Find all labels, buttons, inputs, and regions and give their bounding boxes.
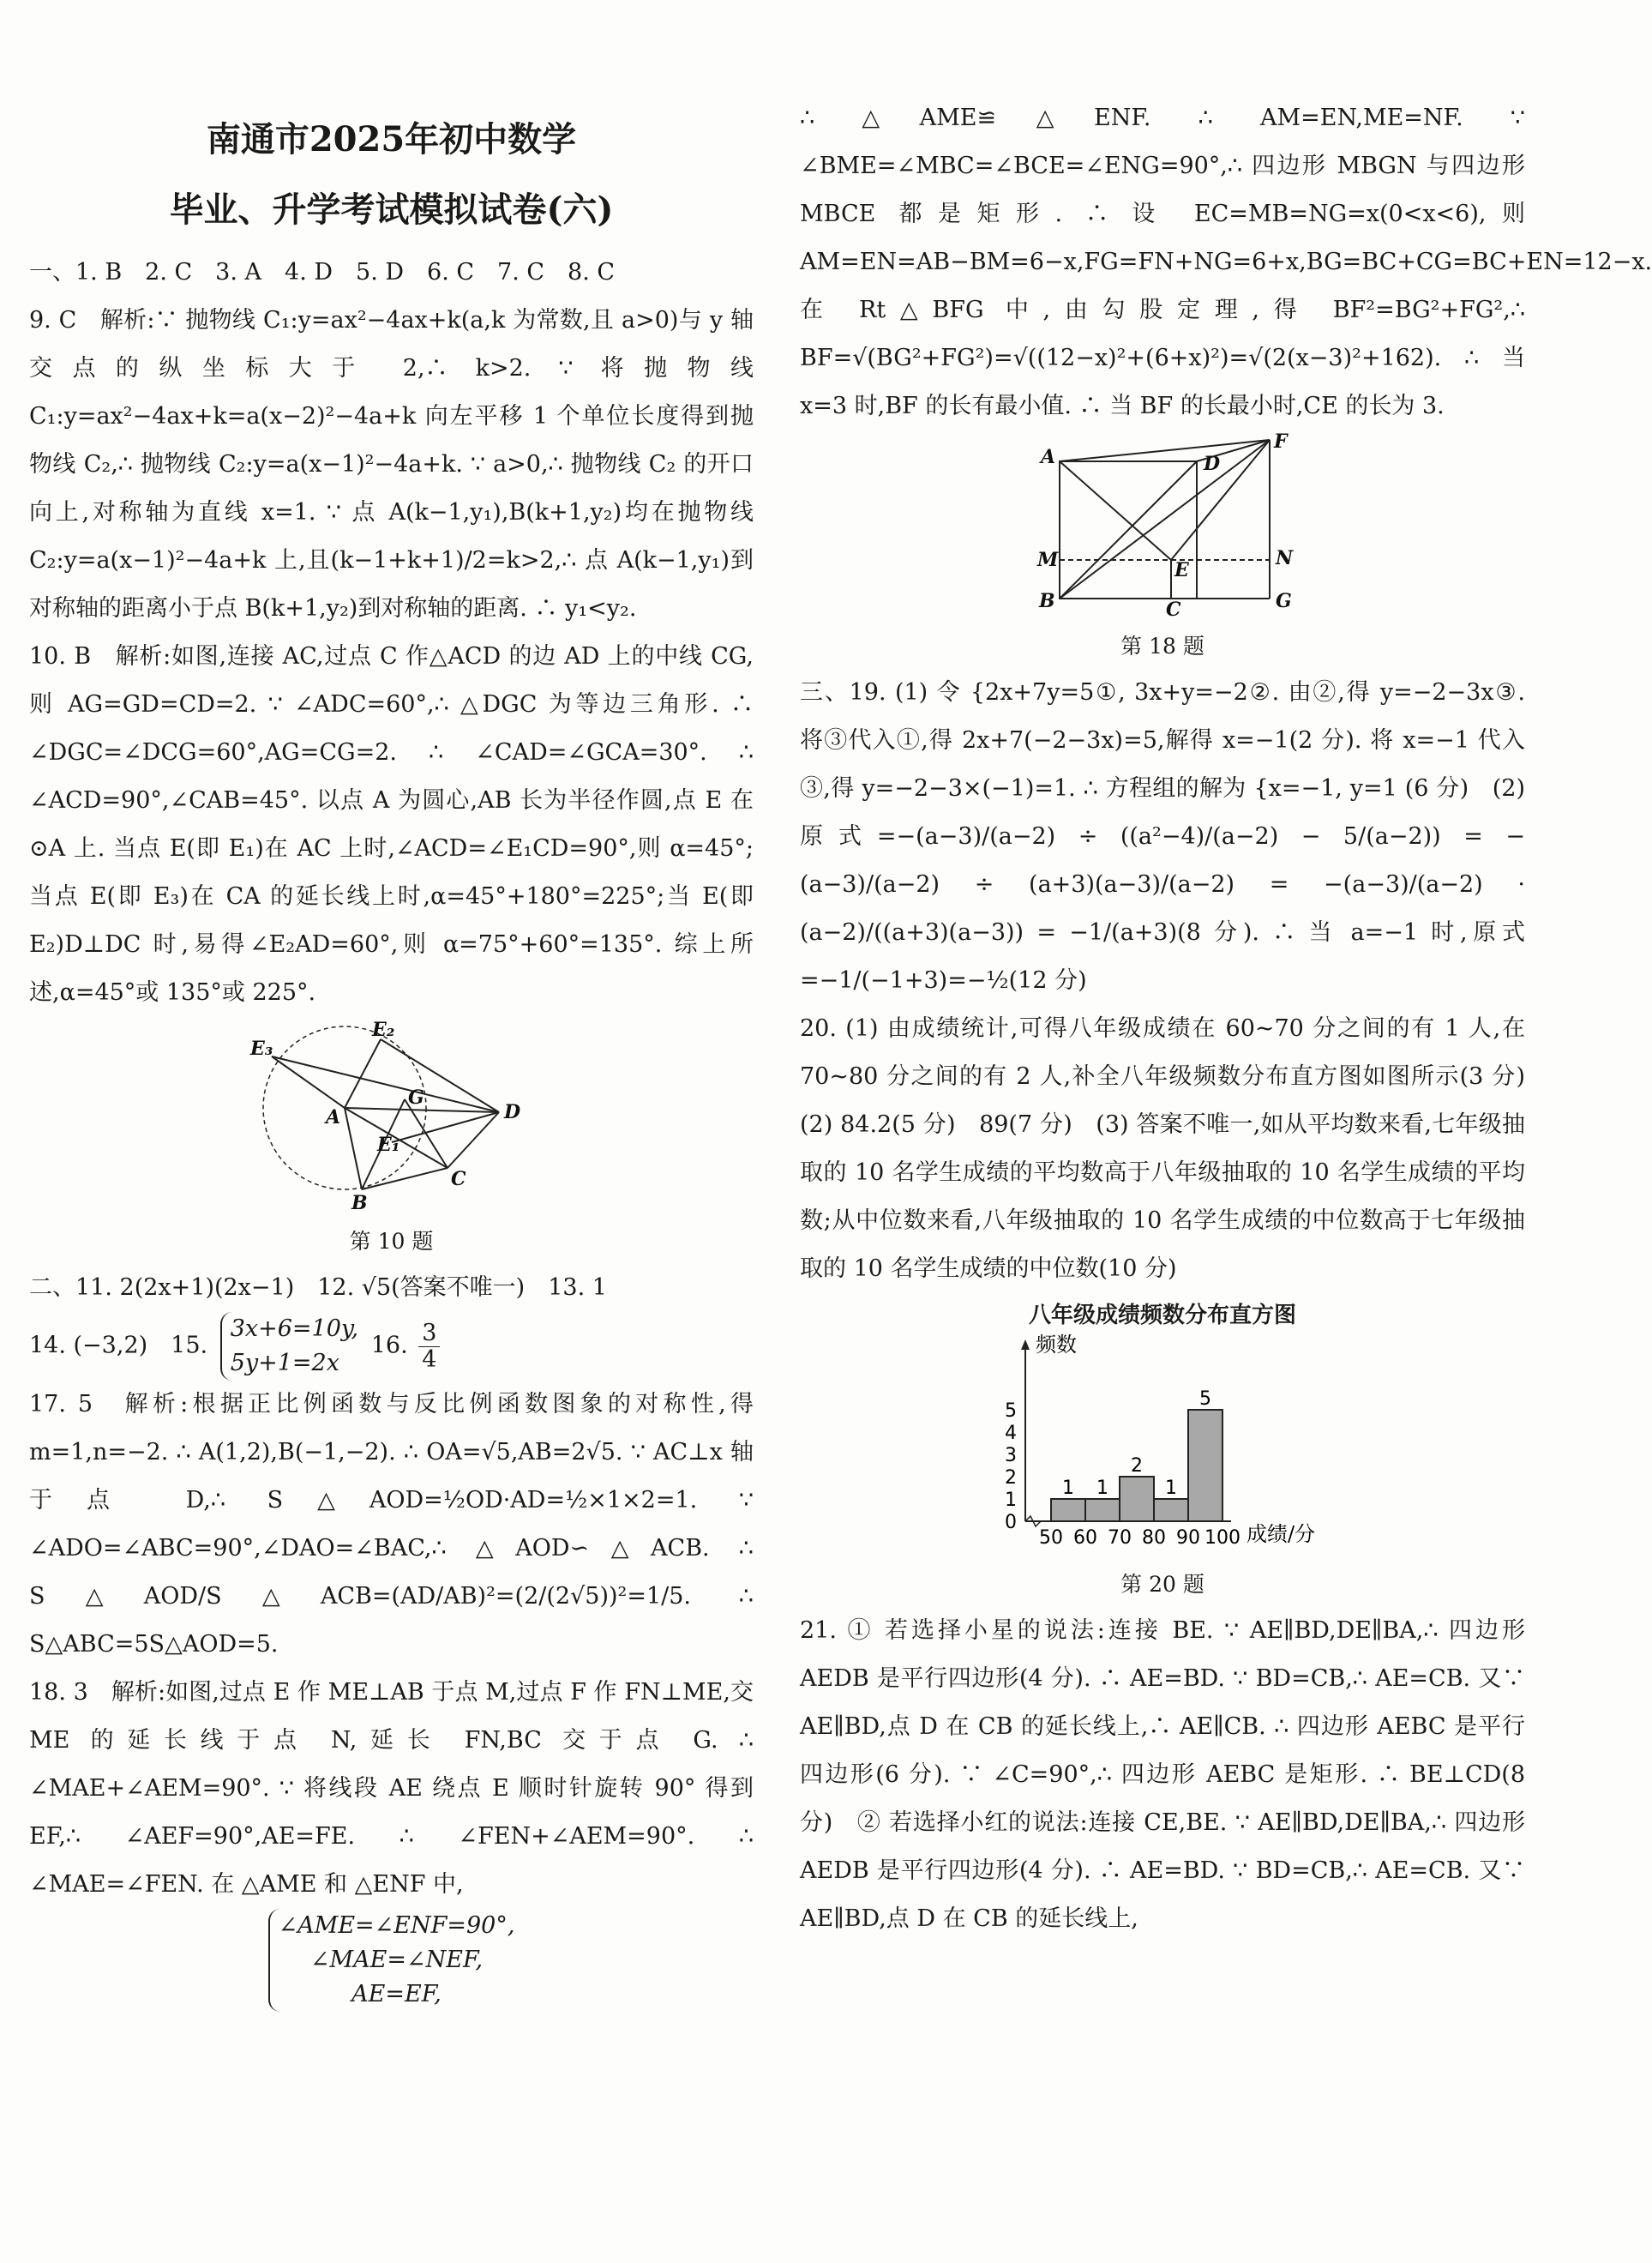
left-column <box>29 94 754 2012</box>
label-b: B <box>1039 590 1055 612</box>
label-e3: E₃ <box>249 1038 273 1060</box>
answers-11-13: 二、11. 2(2x+1)(2x−1) 12. √5(答案不唯一) 13. 1 <box>29 1274 607 1301</box>
label-e1: E₁ <box>376 1134 399 1156</box>
histogram-bar-60-70 <box>1085 1499 1120 1521</box>
histogram-bar-50-60 <box>1051 1499 1085 1521</box>
page-title-line1: 南通市2025年初中数学 <box>206 119 577 159</box>
fraction-16: $\frac{3}{4}$ <box>418 1321 440 1373</box>
solution-18-continued: ∴ △AME≌△ENF. ∴ AM=EN,ME=NF. ∵ ∠BME=∠MBC=∠BCE=∠ENG=90°,∴ 四边形 MBGN 与四边形 MBCE 都是矩形. ∴ 设 EC=MB=NG=x(0<x<6),则 AM=EN=AB−BM=6−x,FG=FN+NG=6+x,BG=BC+CG=BC+EN=12−x. 在 Rt△BFG 中,由勾股定理,得 BF²=BG²+FG²,∴ BF=√(BG²+FG²)=√((12−x)²+(6+x)²)=√(2(x−3)²+162). ∴ 当 x=3 时,BF 的长有最小值. ∴ 当 BF 的长最小时,CE 的长为 3. <box>800 105 1652 419</box>
solution-19: 三、19. (1) 令 {2x+7y=5①, 3x+y=−2②. 由②,得 y=−2−3x③. 将③代入①,得 2x+7(−2−3x)=5,解得 x=−1(2 分). 将 x=−1 代入③,得 y=−2−3×(−1)=1. ∴ 方程组的解为 {x=−1, y=1 (6 分) (2) 原式=−(a−3)/(a−2) ÷ ((a²−4)/(a−2) − 5/(a−2)) = −(a−3)/(a−2) ÷ (a+3)(a−3)/(a−2) = −(a−3)/(a−2) · (a−2)/((a+3)(a−3)) = −1/(a+3)(8 分). ∴ 当 a=−1 时,原式=−1/(−1+3)=−½(12 分) <box>800 679 1525 994</box>
solution-18-system-wrap <box>29 1909 754 2012</box>
line-e3-d <box>272 1056 499 1112</box>
answers-14-15: 14. (−3,2) 15. <box>29 1332 208 1359</box>
x-tick-60: 60 <box>1073 1527 1097 1549</box>
solution-10: 10. B 解析:如图,连接 AC,过点 C 作△ACD 的边 AD 上的中线 CG,则 AG=GD=CD=2. ∵ ∠ADC=60°,∴ △DGC 为等边三角形. ∴ ∠DGC=∠DCG=60°,AG=CG=2. ∴ ∠CAD=∠GCA=30°. ∴ ∠ACD=90°,∠CAB=45°. 以点 A 为圆心,AB 长为半径作圆,点 E 在⊙A 上. 当点 E(即 E₁)在 AC 上时,∠ACD=∠E₁CD=90°,则 α=45°;当点 E(即 E₃)在 CA 的延长线上时,α=45°+180°=225°;当 E(即 E₂)D⊥DC 时,易得∠E₂AD=60°,则 α=75°+60°=135°. 综上所述,α=45°或 135°或 225°. <box>29 643 754 1006</box>
y-axis-label: 频数 <box>1036 1333 1077 1357</box>
y-axis-arrow <box>1021 1339 1030 1350</box>
label-f: F <box>1274 430 1288 453</box>
histogram-bar-70-80 <box>1120 1477 1154 1521</box>
label-d: D <box>503 1101 520 1123</box>
data-label-50-60: 1 <box>1062 1478 1074 1499</box>
label-a: A <box>1041 446 1056 468</box>
x-tick-70: 70 <box>1108 1527 1132 1549</box>
histogram-bar-90-100 <box>1188 1410 1222 1521</box>
data-label-90-100: 5 <box>1199 1388 1211 1410</box>
page-title-line2: 毕业、升学考试模拟试卷(六) <box>169 190 614 230</box>
label-g: G <box>1276 590 1292 612</box>
data-label-70-80: 2 <box>1131 1455 1143 1477</box>
x-tick-80: 80 <box>1142 1527 1166 1549</box>
data-label-80-90: 1 <box>1165 1478 1177 1499</box>
label-e2: E₂ <box>371 1019 394 1041</box>
histogram-bar-80-90 <box>1154 1499 1188 1521</box>
right-column <box>800 94 1652 1943</box>
x-tick-90: 90 <box>1176 1527 1200 1549</box>
figure-20 <box>800 1300 1525 1598</box>
solution-18: 18. 3 解析:如图,过点 E 作 ME⊥AB 于点 M,过点 F 作 FN⊥ME,交 ME 的延长线于点 N,延长 FN,BC 交于点 G. ∴ ∠MAE+∠AEM=90°. ∵ 将线段 AE 绕点 E 顺时针旋转 90° 得到 EF,∴ ∠AEF=90°,AE=FE. ∴ ∠FEN+∠AEM=90°. ∴ ∠MAE=∠FEN. 在 △AME 和 △ENF 中, <box>29 1679 754 1898</box>
y-tick-5: 5 <box>1005 1400 1017 1422</box>
label-d: D <box>1204 453 1221 475</box>
y-tick-4: 4 <box>1005 1423 1017 1444</box>
y-tick-2: 2 <box>1005 1467 1017 1489</box>
label-g: G <box>407 1086 424 1109</box>
label-b: B <box>351 1192 368 1214</box>
histogram-chart <box>974 1331 1351 1554</box>
label-c: C <box>1166 599 1181 621</box>
figure-20-caption: 第 20 题 <box>1120 1572 1204 1597</box>
figure-18 <box>800 430 1525 660</box>
figure-10 <box>29 1019 754 1255</box>
x-tick-100: 100 <box>1204 1527 1241 1549</box>
solution-17: 17. 5 解析:根据正比例函数与反比例函数图象的对称性,得 m=1,n=−2. ∴ A(1,2),B(−1,−2). ∴ OA=√5,AB=2√5. ∵ AC⊥x 轴于点 D,∴ S△AOD=½OD·AD=½×1×2=1. ∵ ∠ADO=∠ABC=90°,∠DAO=∠BAC,∴ △AOD∽△ACB. ∴ S△AOD/S△ACB=(AD/AB)²=(2/(2√5))²=1/5. ∴ S△ABC=5S△AOD=5. <box>29 1391 754 1658</box>
chart-title: 八年级成绩频数分布直方图 <box>1028 1303 1296 1328</box>
data-label-60-70: 1 <box>1096 1478 1108 1499</box>
label-n: N <box>1276 547 1294 569</box>
solution-9: 9. C 解析:∵ 抛物线 C₁:y=ax²−4ax+k(a,k 为常数,且 a>0)与 y 轴交点的纵坐标大于 2,∴ k>2. ∵ 将抛物线 C₁:y=ax²−4ax+k=a(x−2)²−4a+k 向左平移 1 个单位长度得到抛物线 C₂,∴ 抛物线 C₂:y=a(x−1)²−4a+k. ∵ a>0,∴ 抛物线 C₂ 的开口向上,对称轴为直线 x=1. ∵ 点 A(k−1,y₁),B(k+1,y₂)均在抛物线 C₂:y=a(x−1)²−4a+k 上,且(k−1+k+1)/2=k>2,∴ 点 A(k−1,y₁)到对称轴的距离小于点 B(k+1,y₂)到对称轴的距离. ∴ y₁<y₂. <box>29 307 754 622</box>
x-axis-label: 成绩/分 <box>1247 1522 1316 1546</box>
figure-10-diagram <box>249 1019 533 1214</box>
equation-system-15: 3x+6=10y, 5y+1=2x <box>220 1312 358 1381</box>
figure-18-caption: 第 18 题 <box>1120 634 1204 659</box>
label-e: E <box>1174 559 1189 581</box>
y-tick-1: 1 <box>1005 1490 1017 1511</box>
label-a: A <box>325 1106 340 1128</box>
y-tick-0: 0 <box>1005 1512 1017 1533</box>
answers-14-16 <box>29 1312 754 1381</box>
y-tick-3: 3 <box>1005 1445 1017 1466</box>
solution-21: 21. ① 若选择小星的说法:连接 BE. ∵ AE∥BD,DE∥BA,∴ 四边形 AEDB 是平行四边形(4 分). ∴ AE=BD. ∵ BD=CB,∴ AE=CB. 又∵ AE∥BD,点 D 在 CB 的延长线上,∴ AE∥CB. ∴ 四边形 AEBC 是平行四边形(6 分). ∵ ∠C=90°,∴ 四边形 AEBC 是矩形. ∴ BE⊥CD(8 分) ② 若选择小红的说法:连接 CE,BE. ∵ AE∥BD,DE∥BA,∴ 四边形 AEDB 是平行四边形(4 分). ∴ AE=BD. ∵ BD=CB,∴ AE=CB. 又∵ AE∥BD,点 D 在 CB 的延长线上, <box>800 1617 1525 1932</box>
label-m: M <box>1037 549 1059 571</box>
solution-18-system: ∠AME=∠ENF=90°, ∠MAE=∠NEF, AE=EF, <box>268 1909 515 2012</box>
label-c: C <box>450 1168 466 1190</box>
figure-18-diagram <box>1025 430 1300 621</box>
solution-20: 20. (1) 由成绩统计,可得八年级成绩在 60~70 分之间的有 1 人,在 70~80 分之间的有 2 人,补全八年级频数分布直方图如图所示(3 分) (2) 84.2(5 分) 89(7 分) (3) 答案不唯一,如从平均数来看,七年级抽取的 10 名学生成绩的平均数高于八年级抽取的 10 名学生成绩的平均数;从中位数来看,八年级抽取的 10 名学生成绩的中位数高于七年级抽取的 10 名学生成绩的中位数(10 分) <box>800 1015 1548 1282</box>
figure-10-caption: 第 10 题 <box>349 1229 434 1254</box>
answer-16-label: 16. <box>370 1332 408 1359</box>
answers-1-8: 一、1. B 2. C 3. A 4. D 5. D 6. C 7. C 8. C <box>29 259 616 286</box>
x-tick-50: 50 <box>1039 1527 1063 1549</box>
